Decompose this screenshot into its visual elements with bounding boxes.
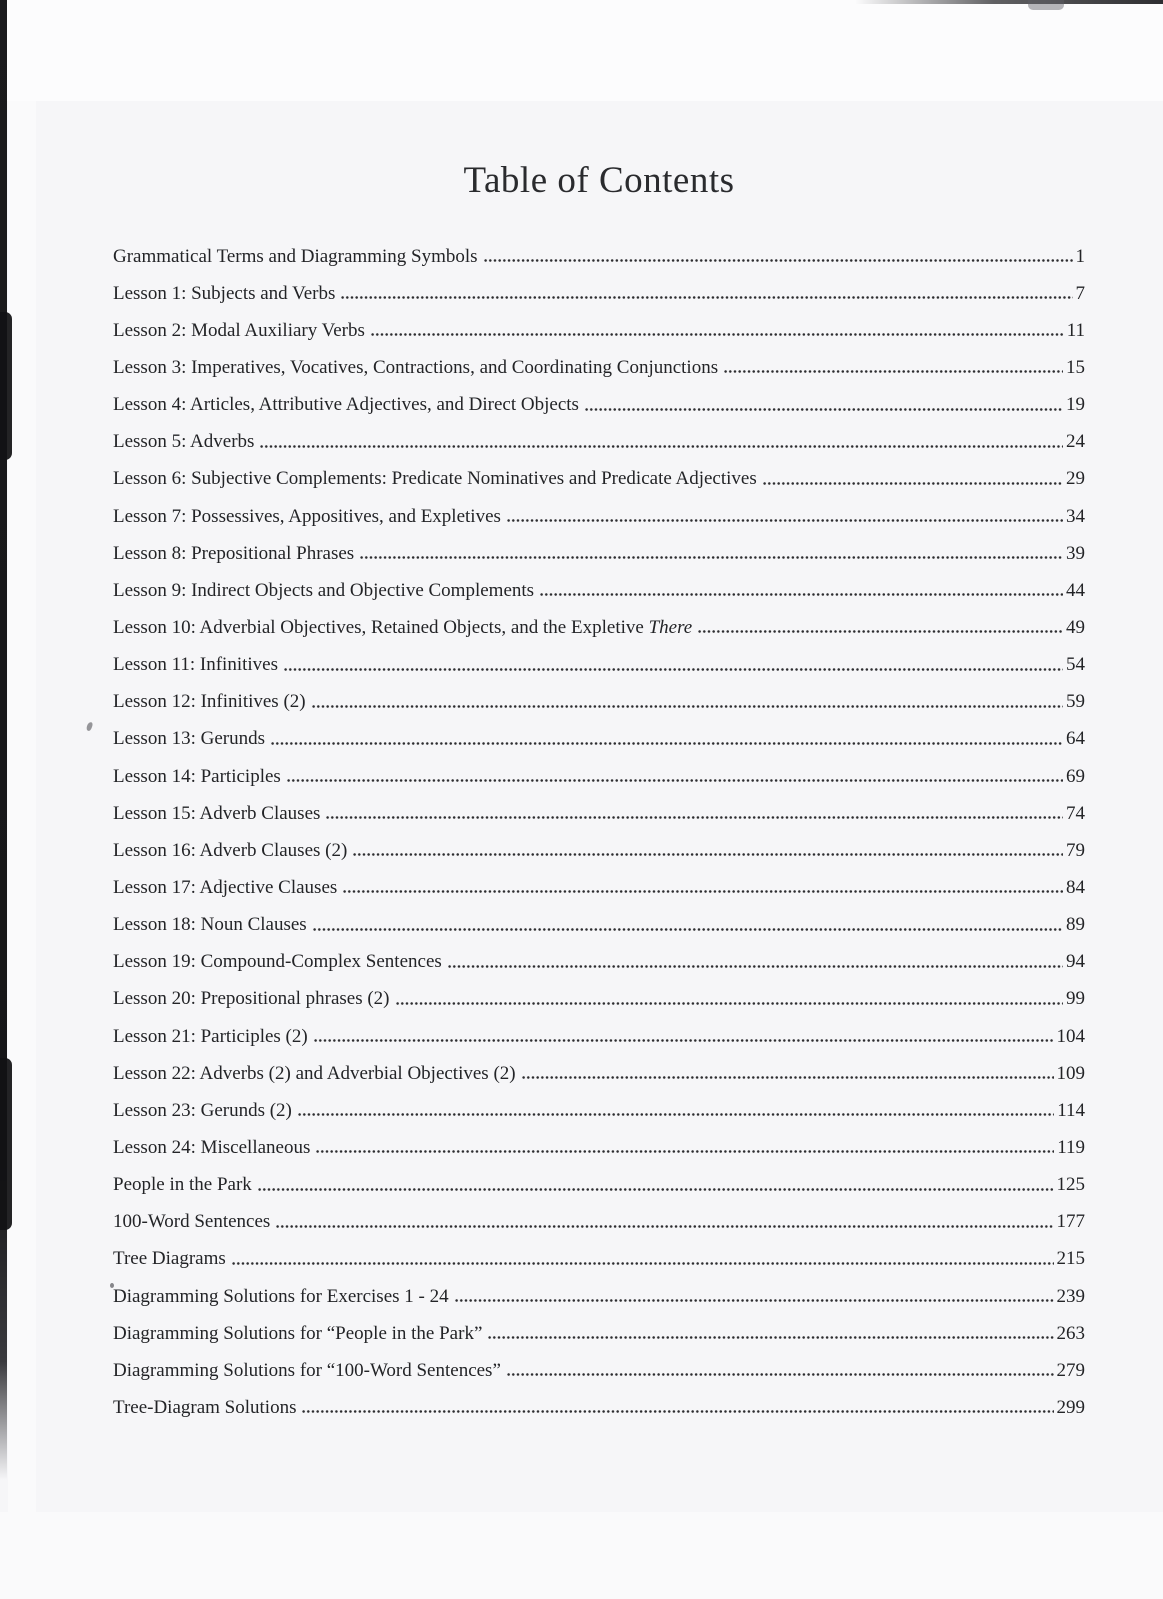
dot-leader [341, 295, 1072, 300]
toc-entry-label: Lesson 9: Indirect Objects and Objective Complements [113, 579, 535, 601]
scan-bottom-band [0, 1512, 1163, 1599]
dot-leader [232, 1261, 1054, 1266]
dot-leader [284, 667, 1063, 672]
dot-leader [448, 964, 1063, 969]
dot-leader [507, 1372, 1054, 1377]
dot-leader [724, 369, 1063, 374]
toc-entry-label: People in the Park [113, 1174, 252, 1196]
toc-entry-page: 34 [1066, 505, 1085, 527]
toc-entry-label: Grammatical Terms and Diagramming Symbols [113, 245, 478, 267]
dot-leader [488, 1335, 1053, 1340]
toc-entry-label: Diagramming Solutions for Exercises 1 - 24 [113, 1285, 449, 1307]
toc-entry-page: 69 [1066, 765, 1085, 787]
dot-leader [326, 815, 1063, 820]
toc-entry-page: 114 [1057, 1099, 1085, 1121]
toc-entry-page: 11 [1066, 319, 1085, 341]
toc-entry-label: Lesson 5: Adverbs [113, 431, 255, 453]
dot-leader [298, 1112, 1054, 1117]
toc-entry-label: Lesson 14: Participles [113, 765, 281, 787]
toc-entry-page: 15 [1066, 356, 1085, 378]
toc-entry-label: Lesson 8: Prepositional Phrases [113, 542, 355, 564]
toc-entry-label: Lesson 13: Gerunds [113, 728, 265, 750]
toc-entry-label: Lesson 4: Articles, Attributive Adjectives, and Direct Objects [113, 394, 579, 416]
dot-leader [360, 555, 1063, 560]
dot-leader [585, 407, 1063, 412]
toc-list [113, 238, 1085, 1427]
toc-entry-page: 104 [1056, 1025, 1085, 1047]
toc-entry [113, 349, 1085, 386]
toc-entry [113, 461, 1085, 498]
toc-entry-label: Lesson 12: Infinitives (2) [113, 691, 306, 713]
scan-top-edge-smudge [1028, 0, 1064, 10]
toc-entry [113, 1389, 1085, 1426]
toc-entry-page: 119 [1057, 1136, 1085, 1158]
toc-entry-page: 239 [1056, 1285, 1085, 1307]
scan-speck [86, 721, 94, 731]
toc-entry [113, 944, 1085, 981]
dot-leader [316, 1149, 1054, 1154]
toc-entry-label: Lesson 22: Adverbs (2) and Adverbial Objectives (2) [113, 1062, 516, 1084]
toc-entry [113, 312, 1085, 349]
toc-entry-page: 263 [1056, 1322, 1085, 1344]
dot-leader [484, 258, 1073, 263]
toc-entry [113, 1092, 1085, 1129]
scan-left-edge-blob-lower [0, 1058, 12, 1230]
toc-entry [113, 684, 1085, 721]
toc-entry [113, 795, 1085, 832]
toc-entry [113, 758, 1085, 795]
toc-entry-label: Diagramming Solutions for “People in the Park” [113, 1322, 483, 1344]
dot-leader [396, 1001, 1063, 1006]
toc-entry-page: 39 [1066, 542, 1085, 564]
scan-top-band [0, 0, 1163, 101]
toc-entry-label: Lesson 6: Subjective Complements: Predicate Nominatives and Predicate Adjectives [113, 468, 757, 490]
dot-leader [276, 1224, 1053, 1229]
toc-entry [113, 498, 1085, 535]
dot-leader [302, 1409, 1053, 1414]
toc-entry-page: 44 [1066, 579, 1085, 601]
dot-leader [353, 852, 1063, 857]
dot-leader [455, 1298, 1054, 1303]
toc-entry-label: Lesson 24: Miscellaneous [113, 1136, 311, 1158]
dot-leader [312, 704, 1063, 709]
toc-entry-label: Lesson 1: Subjects and Verbs [113, 282, 336, 304]
toc-entry [113, 647, 1085, 684]
scan-left-edge [0, 0, 7, 1480]
toc-entry [113, 609, 1085, 646]
scan-left-gutter [8, 101, 36, 1599]
toc-entry [113, 238, 1085, 275]
toc-entry-page: 279 [1056, 1359, 1085, 1381]
dot-leader [260, 444, 1063, 449]
toc-entry-page: 89 [1066, 914, 1085, 936]
toc-entry-label: Lesson 19: Compound-Complex Sentences [113, 951, 442, 973]
dot-leader [540, 592, 1063, 597]
toc-entry-page: 24 [1066, 431, 1085, 453]
dot-leader [698, 629, 1063, 634]
toc-entry-label: Lesson 17: Adjective Clauses [113, 876, 338, 898]
toc-entry-label: Lesson 3: Imperatives, Vocatives, Contractions, and Coordinating Conjunctions [113, 356, 719, 378]
toc-entry-page: 299 [1056, 1396, 1085, 1418]
dot-leader [343, 889, 1063, 894]
toc-entry [113, 1129, 1085, 1166]
toc-entry [113, 275, 1085, 312]
toc-entry-page: 84 [1066, 876, 1085, 898]
dot-leader [258, 1187, 1054, 1192]
toc-entry [113, 1055, 1085, 1092]
toc-entry [113, 1167, 1085, 1204]
dot-leader [522, 1075, 1054, 1080]
dot-leader [313, 927, 1063, 932]
toc-entry-label: Lesson 10: Adverbial Objectives, Retained Objects, and the Expletive [113, 616, 649, 638]
toc-entry-page: 49 [1066, 616, 1085, 638]
toc-entry [113, 424, 1085, 461]
dot-leader [507, 518, 1063, 523]
toc-entry-label: 100-Word Sentences [113, 1211, 271, 1233]
dot-leader [371, 332, 1064, 337]
toc-entry-page: 19 [1066, 394, 1085, 416]
scan-top-edge-line [855, 0, 1163, 4]
toc-entry-page: 59 [1066, 691, 1085, 713]
toc-entry-label: Lesson 7: Possessives, Appositives, and Expletives [113, 505, 501, 527]
toc-entry [113, 721, 1085, 758]
toc-entry-label: Tree Diagrams [113, 1248, 226, 1270]
toc-entry-page: 109 [1056, 1062, 1085, 1084]
toc-entry-page: 29 [1066, 468, 1085, 490]
toc-entry-page: 99 [1066, 988, 1085, 1010]
toc-entry-label: Diagramming Solutions for “100-Word Sentences” [113, 1359, 501, 1381]
toc-entry-label: Lesson 16: Adverb Clauses (2) [113, 839, 348, 861]
toc-entry-page: 74 [1066, 802, 1085, 824]
toc-entry-label: Lesson 2: Modal Auxiliary Verbs [113, 319, 365, 341]
toc-entry [113, 1352, 1085, 1389]
toc-entry [113, 387, 1085, 424]
toc-entry [113, 981, 1085, 1018]
toc-entry [113, 572, 1085, 609]
toc-entry-page: 64 [1066, 728, 1085, 750]
page-title: Table of Contents [463, 160, 735, 201]
toc-entry [113, 869, 1085, 906]
toc-entry [113, 1204, 1085, 1241]
scan-left-edge-blob-upper [0, 312, 12, 460]
toc-entry-page: 94 [1066, 951, 1085, 973]
toc-entry [113, 1241, 1085, 1278]
toc-entry-page: 177 [1056, 1211, 1085, 1233]
dot-leader [763, 481, 1063, 486]
toc-entry-label: Lesson 11: Infinitives [113, 654, 278, 676]
toc-entry-label: Lesson 18: Noun Clauses [113, 914, 307, 936]
toc-entry-page: 79 [1066, 839, 1085, 861]
toc-entry-page: 7 [1075, 282, 1085, 304]
toc-entry-label: Lesson 20: Prepositional phrases (2) [113, 988, 390, 1010]
toc-entry-label: Lesson 21: Participles (2) [113, 1025, 308, 1047]
toc-entry [113, 1018, 1085, 1055]
dot-leader [271, 741, 1063, 746]
toc-entry [113, 1278, 1085, 1315]
toc-entry-label: Lesson 23: Gerunds (2) [113, 1099, 292, 1121]
toc-entry-label-italic: There [648, 616, 693, 638]
dot-leader [314, 1038, 1054, 1043]
toc-entry [113, 1315, 1085, 1352]
toc-entry-page: 125 [1056, 1174, 1085, 1196]
dot-leader [287, 778, 1063, 783]
toc-entry-page: 54 [1066, 654, 1085, 676]
toc-entry-page: 1 [1075, 245, 1085, 267]
toc-entry [113, 535, 1085, 572]
toc-entry [113, 832, 1085, 869]
toc-entry-page: 215 [1056, 1248, 1085, 1270]
toc-entry-label: Lesson 15: Adverb Clauses [113, 802, 321, 824]
toc-entry-label: Tree-Diagram Solutions [113, 1396, 297, 1418]
toc-entry [113, 907, 1085, 944]
